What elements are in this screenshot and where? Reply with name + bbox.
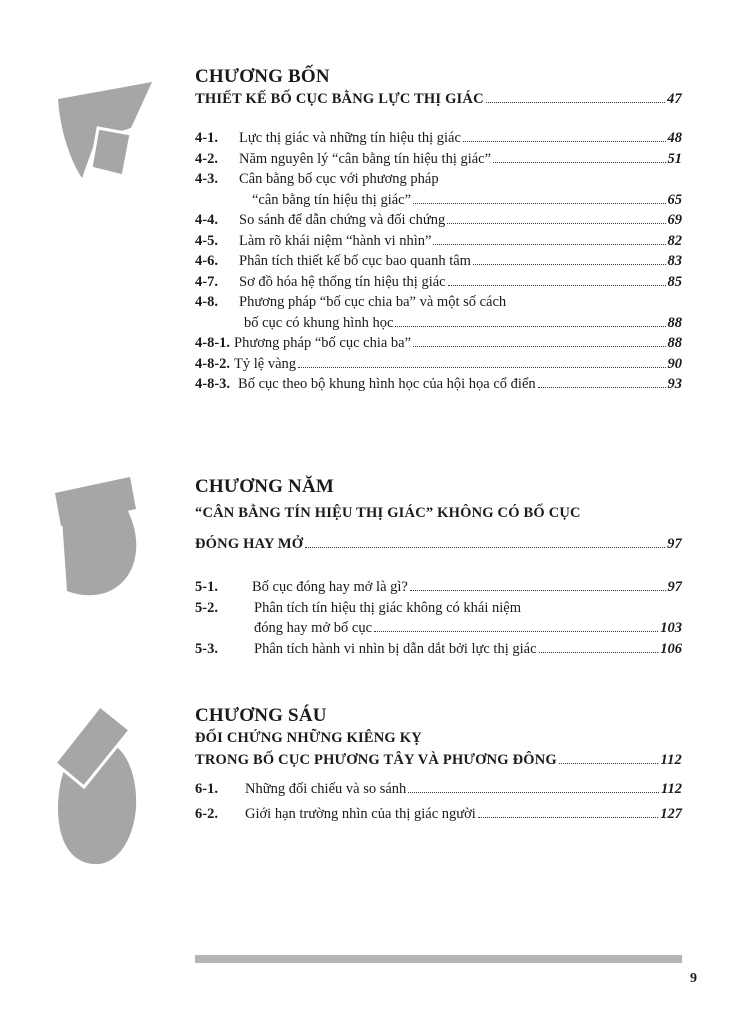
dot-leader: [374, 631, 658, 632]
entry-page: 127: [660, 805, 682, 822]
entry-title-line: Phương pháp “bố cục chia ba” và một số cách: [239, 294, 507, 310]
entry-title: Phương pháp “bố cục chia ba”: [234, 335, 412, 351]
dot-leader: [395, 326, 665, 327]
entry-number: 4-8-2.: [195, 355, 231, 372]
toc-entry-continuation[interactable]: [195, 313, 682, 334]
dot-leader: [463, 141, 666, 142]
chapter-label: CHƯƠNG SÁU: [195, 705, 327, 726]
toc-entry[interactable]: [195, 149, 682, 170]
entry-title-line: Cân bằng bố cục với phương pháp: [239, 171, 439, 187]
toc-entry[interactable]: [195, 577, 682, 598]
dot-leader: [410, 590, 666, 591]
dot-leader: [486, 102, 665, 103]
entry-title: So sánh để dẫn chứng và đối chứng: [239, 212, 446, 228]
entry-number: 4-4.: [195, 212, 218, 228]
entry-title: Phân tích thiết kế bố cục bao quanh tâm: [239, 253, 471, 269]
toc-entry-continuation[interactable]: [195, 618, 682, 639]
toc-entry[interactable]: [195, 639, 682, 660]
entry-number: 5-2.: [195, 599, 218, 616]
decorative-shapes: [0, 0, 160, 1024]
entry-number: 4-3.: [195, 171, 218, 187]
chapter-5: [195, 476, 682, 659]
chapter-title-text: ĐÓNG HAY MỞ: [195, 536, 304, 552]
entry-page: 93: [667, 376, 682, 392]
chapter-title[interactable]: [195, 749, 682, 771]
entry-number: 5-1.: [195, 579, 218, 595]
page-number: 9: [690, 971, 697, 986]
toc-entry[interactable]: [195, 333, 682, 354]
toc-entry[interactable]: [195, 231, 682, 252]
chapter-label: CHƯƠNG BỐN: [195, 66, 330, 87]
entry-title: Lực thị giác và những tín hiệu thị giác: [239, 130, 461, 146]
dot-leader: [473, 264, 666, 265]
entry-number: 4-8.: [195, 294, 218, 310]
entry-title-line: Phân tích tín hiệu thị giác không có khái niệm: [254, 599, 521, 616]
dot-leader: [538, 387, 666, 388]
entry-page: 69: [667, 212, 682, 228]
entry-page: 65: [667, 191, 682, 208]
entry-number: 6-2.: [195, 805, 218, 822]
entry-page: 82: [667, 232, 682, 249]
dot-leader: [493, 162, 665, 163]
toc-entry-continuation[interactable]: [195, 190, 682, 211]
dot-leader: [447, 223, 665, 224]
dot-leader: [413, 346, 665, 347]
toc-entry[interactable]: [195, 779, 682, 800]
chapter-6: [195, 705, 682, 824]
entry-page: 48: [667, 130, 682, 146]
entry-number: 4-8-3.: [195, 376, 231, 392]
entry-title: Năm nguyên lý “cân bằng tín hiệu thị giác”: [239, 150, 492, 167]
entry-title: Làm rõ khái niệm “hành vi nhìn”: [239, 232, 432, 249]
footer-rule: [195, 955, 682, 963]
chapter-title[interactable]: [195, 533, 682, 555]
toc-entry[interactable]: [195, 251, 682, 272]
toc-entry[interactable]: [195, 354, 682, 375]
entry-title: Những đối chiếu và so sánh: [245, 781, 407, 797]
decorative-square-ch4: [91, 128, 131, 176]
entry-number: 4-7.: [195, 273, 218, 290]
entry-title: Giới hạn trường nhìn của thị giác người: [245, 805, 476, 822]
toc-entry[interactable]: [195, 272, 682, 293]
entry-page: 83: [667, 253, 682, 269]
entry-title: Bố cục đóng hay mở là gì?: [252, 579, 408, 595]
entry-title: Phân tích hành vi nhìn bị dẫn dắt bởi lực thị giác: [254, 640, 537, 657]
entry-title: Tỷ lệ vàng: [234, 355, 297, 372]
entry-number: 6-1.: [195, 781, 218, 797]
decorative-shape-ch5: [61, 504, 136, 595]
dot-leader: [478, 817, 658, 818]
entry-number: 5-3.: [195, 640, 218, 657]
entry-page: 90: [667, 355, 682, 372]
toc-entry-first-line[interactable]: [195, 598, 682, 619]
entry-page: 85: [667, 273, 682, 290]
entry-title: Bố cục theo bộ khung hình học của hội họa cổ điển: [238, 376, 536, 392]
entry-number: 4-1.: [195, 130, 218, 146]
chapter-title-text: THIẾT KẾ BỐ CỤC BẰNG LỰC THỊ GIÁC: [195, 91, 484, 107]
chapter-page-number: 47: [667, 91, 682, 107]
dot-leader: [539, 652, 659, 653]
chapter-page-number: 97: [667, 536, 682, 552]
entry-number: 4-8-1.: [195, 335, 231, 351]
chapter-page-number: 112: [660, 752, 682, 768]
entry-title: Sơ đồ hóa hệ thống tín hiệu thị giác: [239, 273, 446, 290]
chapter-4: [195, 66, 682, 395]
dot-leader: [448, 285, 666, 286]
entry-page: 112: [661, 781, 682, 797]
toc-entry[interactable]: [195, 210, 682, 231]
toc-entry[interactable]: [195, 128, 682, 149]
toc-entry-first-line[interactable]: [195, 292, 682, 313]
dot-leader: [408, 792, 659, 793]
entry-number: 4-2.: [195, 150, 218, 167]
dot-leader: [559, 763, 659, 764]
chapter-label: CHƯƠNG NĂM: [195, 476, 335, 497]
dot-leader: [305, 547, 665, 548]
entry-number: 4-5.: [195, 232, 218, 249]
toc-entry[interactable]: [195, 804, 682, 825]
chapter-title-text: TRONG BỐ CỤC PHƯƠNG TÂY VÀ PHƯƠNG ĐÔNG: [195, 752, 557, 768]
chapter-title[interactable]: [195, 88, 682, 110]
toc-entry-first-line[interactable]: [195, 169, 682, 190]
entry-page: 106: [660, 640, 682, 657]
entry-page: 88: [667, 335, 682, 351]
entry-page: 88: [667, 314, 682, 331]
entry-title: đóng hay mở bố cục: [254, 620, 373, 636]
entry-page: 97: [667, 579, 682, 595]
dot-leader: [413, 203, 665, 204]
entry-page: 51: [667, 150, 682, 167]
dot-leader: [433, 244, 665, 245]
entry-number: 4-6.: [195, 253, 218, 269]
dot-leader: [298, 367, 665, 368]
entry-page: 103: [660, 620, 682, 636]
toc-entry[interactable]: [195, 374, 682, 395]
chapter-title-line: “CÂN BẰNG TÍN HIỆU THỊ GIÁC” KHÔNG CÓ BỐ CỤC: [195, 505, 581, 521]
entry-title: bố cục có khung hình học: [244, 314, 394, 331]
entry-title: “cân bằng tín hiệu thị giác”: [252, 191, 412, 208]
chapter-title-line: ĐỐI CHỨNG NHỮNG KIÊNG KỴ: [195, 730, 422, 746]
